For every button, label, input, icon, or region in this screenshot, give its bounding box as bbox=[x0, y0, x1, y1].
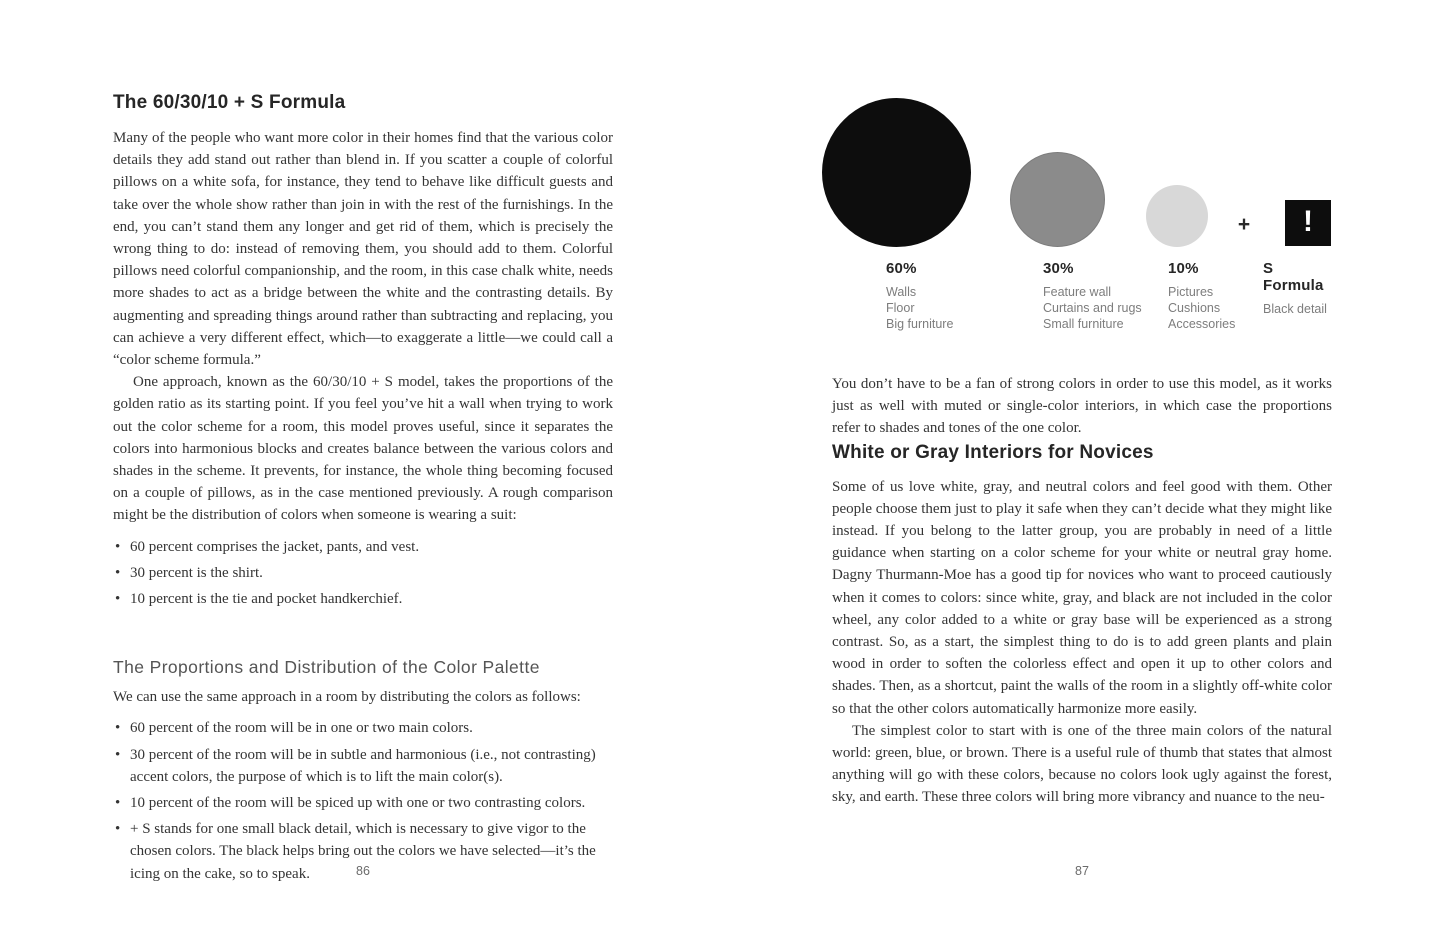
exclamation-icon: ! bbox=[1303, 204, 1313, 238]
diagram-pct: S Formula bbox=[1263, 260, 1324, 294]
diagram-pct: 60% bbox=[886, 260, 917, 277]
bullet-list-room bbox=[113, 717, 613, 884]
diagram-pct: 10% bbox=[1168, 260, 1199, 277]
diagram-label-60 bbox=[886, 260, 953, 332]
diagram-label-s-formula bbox=[1263, 260, 1332, 317]
diagram-sub-line: Black detail bbox=[1263, 302, 1327, 316]
circle-30-percent bbox=[1010, 152, 1105, 247]
paragraph-intro: Many of the people who want more color in their homes find that the various color details they add stand out rather than blend in. If you scatter a couple of colorful pillows on a white sofa, for instance, they tend to behave like difficult guests and take over the whole show rather than join in with the rest of the furnishings. In the end, you can’t stand them any longer and get rid of them, which is precisely the wrong thing to do: instead of removing them, you should add to them. Colorful pillows need colorful companionship, and the room, in this case chalk white, needs more shades to act as a bridge between the white and the contrasting details. By augmenting and spreading things around rather than subtracting and replacing, you can achieve a very different effect, which—to exaggerate a little—we could call a “color scheme formula.” bbox=[113, 130, 613, 369]
bullet-list-suit bbox=[113, 536, 613, 611]
diagram-sub-line: Floor bbox=[886, 301, 915, 315]
diagram-sub-line: Small furniture bbox=[1043, 317, 1124, 331]
diagram-sub-line: Feature wall bbox=[1043, 285, 1112, 299]
section-heading-novices: White or Gray Interiors for Novices bbox=[832, 441, 1154, 463]
list-item: • 60 percent comprises the jacket, pants, and vest. bbox=[113, 536, 613, 558]
circle-10-percent bbox=[1146, 185, 1208, 247]
diagram-label-10 bbox=[1168, 260, 1235, 332]
paragraph-approach: One approach, known as the 60/30/10 + S model, takes the proportions of the golden ratio as its starting point. If you feel you’ve hit a wall when trying to work out the color scheme for a room, this model proves useful, since it separates the colors into harmonious blocks and creates balance between the various colors and shades in the scheme. It prevents, for instance, the whole thing becoming focused on a couple of pillows, as in the case mentioned previously. A rough comparison might be the distribution of colors when someone is wearing a suit: bbox=[113, 374, 613, 524]
s-formula-square bbox=[1285, 200, 1331, 246]
plus-sign: + bbox=[1237, 213, 1251, 236]
paragraph-model-use: You don’t have to be a fan of strong colors in order to use this model, as it works just as well with muted or single-color interiors, in which case the proportions refer to shades and tones of the one color. bbox=[832, 376, 1332, 437]
list-item: • 30 percent of the room will be in subtle and harmonious (i.e., not contrasting) accent colors, the purpose of which is to lift the main color(s). bbox=[113, 744, 613, 788]
list-item: • 10 percent of the room will be spiced up with one or two contrasting colors. bbox=[113, 792, 613, 814]
diagram-sub-line: Big furniture bbox=[886, 317, 954, 331]
page-left bbox=[113, 90, 613, 889]
paragraph-simplest-color: The simplest color to start with is one of the three main colors of the natural world: green, blue, or brown. There is a useful rule of thumb that states that almost anything will go with these colors, because no colors look ugly against the forest, sky, and earth. These three colors will bring more vibrancy and nuance to the neu- bbox=[832, 722, 1332, 806]
diagram-sub-line: Pictures bbox=[1168, 285, 1214, 299]
circle-60-percent bbox=[822, 98, 971, 247]
diagram-sub-line: Walls bbox=[886, 285, 917, 299]
subheading-proportions: The Proportions and Distribution of the Color Palette bbox=[113, 657, 540, 678]
diagram-sub-line: Accessories bbox=[1168, 317, 1236, 331]
section-heading-formula: The 60/30/10 + S Formula bbox=[113, 92, 346, 113]
list-item: • 60 percent of the room will be in one or two main colors. bbox=[113, 717, 613, 739]
proportion-diagram bbox=[832, 90, 1332, 340]
paragraph-neutral-colors: Some of us love white, gray, and neutral colors and feel good with them. Other people choose them just to play it safe when they can’t decide what they might like instead. If you belong to the latter group, you are probably in need of a little guidance when starting on a color scheme for your white or neutral gray home. Dagny Thurmann-Moe has a good tip for novices who want to proceed cautiously when it comes to colors: since white, gray, and black are not included in the color wheel, any color added to a white or gray base will be experienced as a strong contrast. So, as a start, the simplest thing to do is to add green plants and plain wood in order to soften the colorless effect and open it up to other colors and shades. Then, as a shortcut, paint the walls of the room in a slightly off-white color so that the other colors automatically harmonize more easily. bbox=[832, 478, 1332, 717]
paragraph-room-approach: We can use the same approach in a room by distributing the colors as follows: bbox=[113, 689, 581, 706]
page-number-left: 86 bbox=[356, 864, 370, 878]
diagram-sub-line: Curtains and rugs bbox=[1043, 301, 1142, 315]
list-item: • 30 percent is the shirt. bbox=[113, 562, 613, 584]
list-item: • 10 percent is the tie and pocket handkerchief. bbox=[113, 588, 613, 610]
list-item: • + S stands for one small black detail, which is necessary to give vigor to the chosen colors. The black helps bring out the colors we have selected—it’s the icing on the cake, so to speak. bbox=[113, 818, 613, 885]
diagram-label-30 bbox=[1043, 260, 1142, 332]
page-right bbox=[832, 90, 1332, 809]
diagram-sub-line: Cushions bbox=[1168, 301, 1221, 315]
diagram-pct: 30% bbox=[1043, 260, 1074, 277]
page-number-right: 87 bbox=[1075, 864, 1089, 878]
